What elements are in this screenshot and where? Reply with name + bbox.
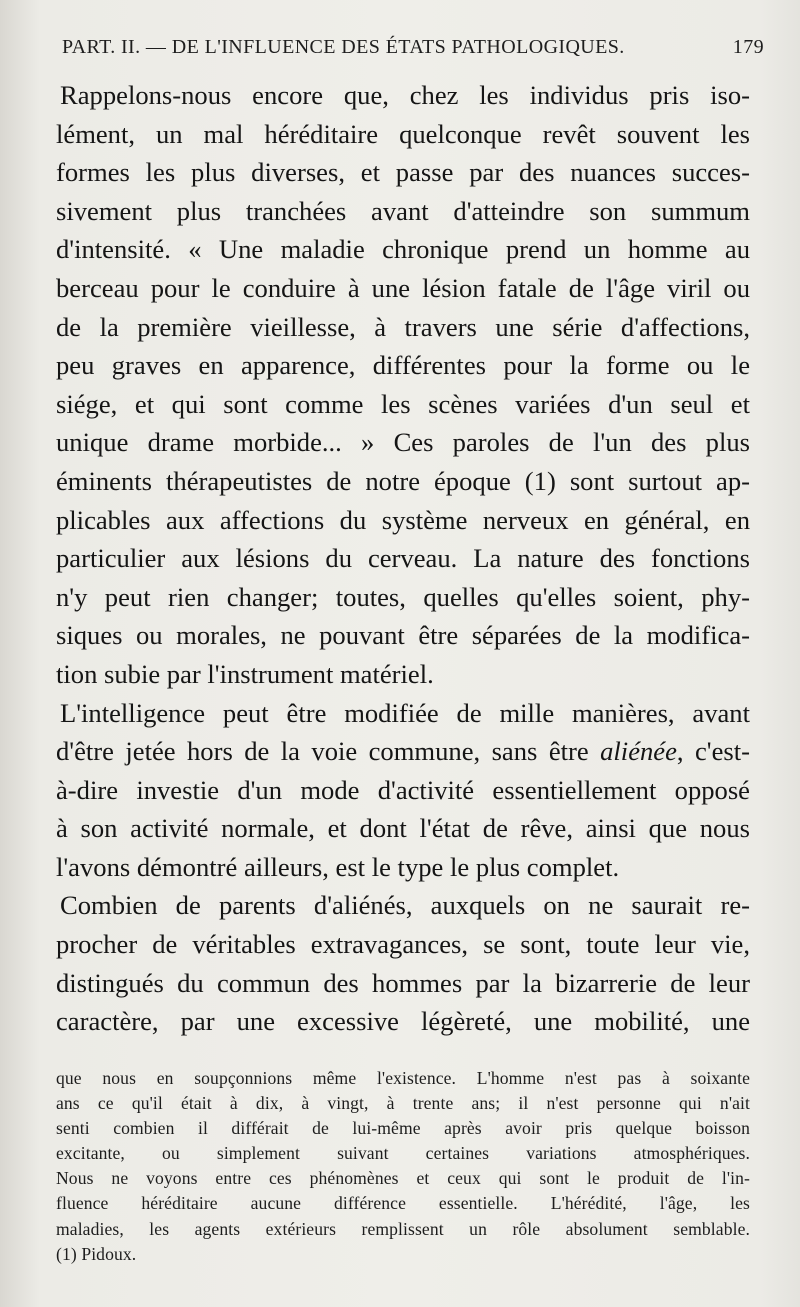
paragraph-3 [56,886,750,1040]
footnote-line: ans ce qu'il était à dix, à vingt, à trente ans; il n'est personne qui n'ait [56,1093,750,1114]
text-line: Rappelons-nous encore que, chez les individus pris iso- [60,80,750,110]
text-line: plicables aux affections du système nerveux en général, en [56,504,750,535]
text-line: n'y peut rien changer; toutes, quelles qu'elles soient, phy- [56,581,750,612]
footnote-line: maladies, les agents extérieurs remplissent un rôle absolument semblable. [56,1218,750,1239]
text-line: formes les plus diverses, et passe par des nuances succes- [56,157,750,188]
text-line: procher de véritables extravagances, se sont, toute leur vie, [56,929,750,960]
text-line: d'intensité. « Une maladie chronique prend un homme au [56,234,750,265]
footnotes [56,1066,750,1267]
text-line: caractère, par une excessive légèreté, une mobilité, une [56,1006,750,1037]
text-line: particulier aux lésions du cerveau. La nature des fonctions [56,543,750,574]
text-line: distingués du commun des hommes par la bizarrerie de leur [56,967,750,998]
text-line: siques ou morales, ne pouvant être séparées de la modifica- [56,620,750,651]
text-line: à son activité normale, et dont l'état de rêve, ainsi que nous [56,813,750,844]
running-title: PART. II. — DE L'INFLUENCE DES ÉTATS PATHOLOGIQUES. [62,36,625,58]
paragraph-2 [56,694,750,887]
text-line: sivement plus tranchées avant d'atteindre son summum [56,195,750,226]
text-line: de la première vieillesse, à travers une série d'affections, [56,311,750,342]
text-line: Combien de parents d'aliénés, auxquels on ne saurait re- [60,890,750,921]
text-line: berceau pour le conduire à une lésion fatale de l'âge viril ou [56,272,750,303]
text-line: tion subie par l'instrument matériel. [56,658,434,689]
text-segment: d'être jetée hors de la voie commune, sans être [56,736,601,767]
footnote-line: fluence héréditaire aucune différence essentielle. L'hérédité, l'âge, les [56,1193,750,1214]
footnote-line: que nous en soupçonnions même l'existence. L'homme n'est pas à soixante [56,1068,750,1088]
text-line: l'avons démontré ailleurs, est le type le plus complet. [56,851,620,882]
text-segment: , c'est- [676,736,751,767]
footnote-line: excitante, ou simplement suivant certaines variations atmosphériques. [56,1143,750,1164]
text-line: éminents thérapeutistes de notre époque (1) sont surtout ap- [56,465,750,496]
running-header [62,36,764,59]
page-number: 179 [732,36,764,58]
footnote-line: senti combien il différait de lui-même après avoir pris quelque boisson [56,1118,750,1139]
text-line: lément, un mal héréditaire quelconque revêt souvent les [56,118,750,149]
text-line: L'intelligence peut être modifiée de mille manières, avant [60,697,750,728]
paragraph-1 [56,76,750,694]
italic-word: aliénée [600,736,677,767]
footnote-line: Nous ne voyons entre ces phénomènes et ceux qui sont le produit de l'in- [56,1168,750,1189]
text-line: à-dire investie d'un mode d'activité essentiellement opposé [56,774,750,805]
footnote-reference: (1) Pidoux. [56,1243,137,1264]
text-line: peu graves en apparence, différentes pour la forme ou le [56,350,750,381]
text-line: unique drame morbide... » Ces paroles de l'un des plus [56,427,750,458]
text-line-with-italic [56,732,750,771]
text-line: siége, et qui sont comme les scènes variées d'un seul et [56,388,750,419]
main-text [56,76,750,1041]
